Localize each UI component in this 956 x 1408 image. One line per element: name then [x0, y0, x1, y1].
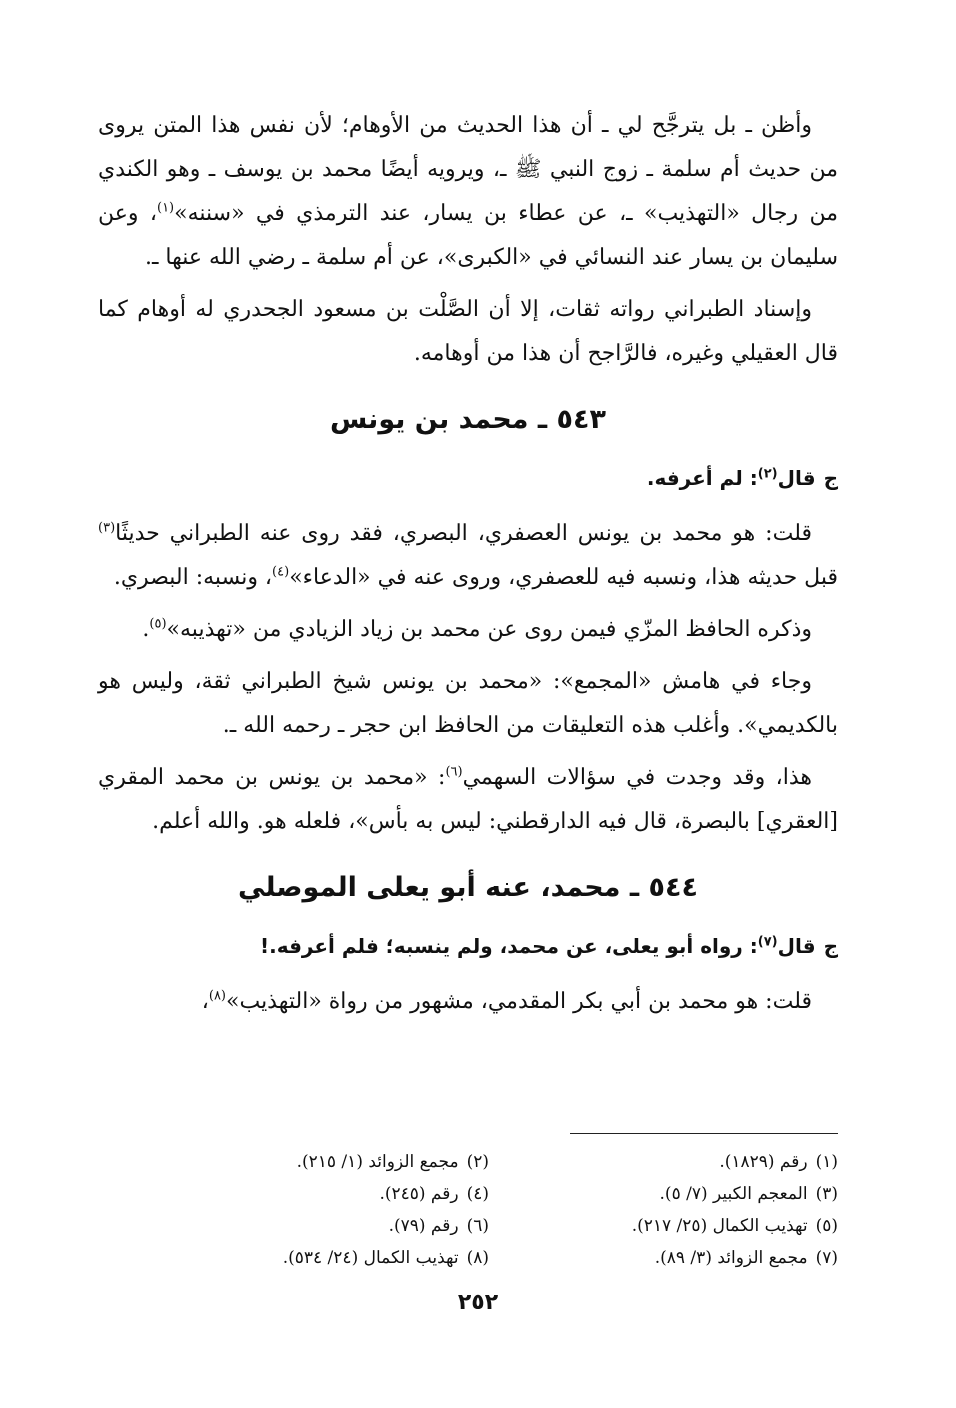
- paragraph-text: قلت: هو محمد بن أبي بكر المقدمي، مشهور من رواة «التهذيب»: [226, 989, 812, 1014]
- quote-marker-icon: ج: [823, 466, 838, 490]
- footnote-text: مجمع الزوائد (٣/ ٨٩).: [654, 1248, 808, 1268]
- quote-line-544: [98, 926, 838, 966]
- paragraph-543-3: وجاء في هامش «المجمع»: «محمد بن يونس شيخ الطبراني ثقة، وليس هو بالكديمي». وأغلب هذه التعليقات من الحافظ ابن حجر ـ رحمه الله ـ.: [98, 669, 838, 738]
- footnote-number: (٣): [815, 1184, 838, 1204]
- quote-marker-icon: ج: [823, 934, 838, 958]
- paragraph-text: قبل حديثه هذا، ونسبه فيه للعصفري، وروى عنه في «الدعاء»: [289, 565, 838, 590]
- paragraph-text: وذكره الحافظ المزّي فيمن روى عن محمد بن زياد الزيادي من «تهذيبه»: [166, 617, 812, 642]
- footnote-text: رقم (١٨٢٩).: [719, 1152, 808, 1172]
- quote-text: : رواه أبو يعلى، عن محمد، ولم ينسبه؛ فلم أعرفه.!: [259, 934, 758, 958]
- footnote-item: [509, 1242, 838, 1274]
- footnote-number: (٦): [466, 1216, 489, 1236]
- paragraph-text: ، ونسبه: البصري.: [113, 565, 273, 590]
- section-heading-543: ٥٤٣ ـ محمد بن يونس: [330, 404, 606, 435]
- footnote-ref[interactable]: (٤): [272, 564, 290, 580]
- paragraph-text: ،: [201, 989, 209, 1014]
- footnote-item: [509, 1210, 838, 1242]
- paragraph-isnad: وإسناد الطبراني رواته ثقات، إلا أن الصَّلْت بن مسعود الجحدري له أوهام كما قال العقيلي وغيره، فالرَّاجح أن هذا من أوهامه.: [98, 297, 838, 366]
- quote-label: قال: [777, 934, 816, 958]
- footnotes: [160, 1146, 838, 1274]
- paragraph-text: هذا، وقد وجدت في سؤالات السهمي: [462, 765, 812, 790]
- footnote-item: [160, 1242, 489, 1274]
- footnote-item: [160, 1178, 489, 1210]
- quote-line-543: [98, 458, 838, 498]
- footnote-item: [160, 1146, 489, 1178]
- page-body: [98, 104, 838, 1032]
- footnote-item: [509, 1178, 838, 1210]
- paragraph-544-1: [98, 980, 838, 1024]
- footnote-number: (٤): [466, 1184, 489, 1204]
- footnote-text: رقم (٢٤٥).: [379, 1184, 459, 1204]
- footnote-ref[interactable]: (١): [156, 200, 175, 216]
- footnote-number: (٥): [815, 1216, 838, 1236]
- footnote-text: مجمع الزوائد (١/ ٢١٥).: [296, 1152, 459, 1172]
- footnote-text: تهذيب الكمال (٢٤/ ٥٣٤).: [282, 1248, 459, 1268]
- quote-label: قال: [777, 466, 816, 490]
- footnote-ref[interactable]: (٢): [757, 466, 778, 482]
- footnote-divider: [570, 1133, 838, 1134]
- footnote-ref[interactable]: (٦): [445, 764, 463, 780]
- footnote-number: (٨): [466, 1248, 489, 1268]
- quote-text: : لم أعرفه.: [646, 466, 758, 490]
- paragraph-text: ، وعن سليمان بن يسار عند النسائي في «الكبرى»، عن أم سلمة ـ رضي الله عنها ـ.: [98, 201, 838, 270]
- footnote-item: [160, 1210, 489, 1242]
- paragraph-543-4: [98, 756, 838, 844]
- footnote-item: [509, 1146, 838, 1178]
- paragraph-text: .: [142, 617, 150, 642]
- paragraph-543-2: [98, 608, 838, 652]
- footnote-ref[interactable]: (٥): [149, 616, 167, 632]
- footnote-ref[interactable]: (٨): [208, 988, 226, 1004]
- paragraph-text: : «محمد بن يونس بن محمد المقري [العقري] بالبصرة، قال فيه الدارقطني: ليس به بأس»، فلعله هو. والله أعلم.: [98, 765, 838, 834]
- footnote-number: (٧): [815, 1248, 838, 1268]
- page-number: ٢٥٢: [457, 1290, 499, 1315]
- paragraph-text: قلت: هو محمد بن يونس العصفري، البصري، فقد روى عنه الطبراني حديثًا: [115, 521, 812, 546]
- footnote-ref[interactable]: (٣): [98, 520, 116, 536]
- footnote-text: تهذيب الكمال (٢٥/ ٢١٧).: [631, 1216, 808, 1236]
- footnote-number: (٢): [466, 1152, 489, 1172]
- paragraph-543-1: [98, 512, 838, 600]
- paragraph-text: وأظن ـ بل يترجَّح لي ـ أن هذا الحديث من الأوهام؛ لأن نفس هذا المتن يروى من حديث أم سلمة ـ زوج النبي ﷺ ـ، ويرويه أيضًا محمد بن يوسف ـ وهو الكندي من رجال «التهذيب» ـ، عن عطاء بن يسار، عند الترمذي في «سننه»: [98, 113, 838, 226]
- paragraph-intro: [98, 104, 838, 280]
- footnote-text: رقم (٧٩).: [388, 1216, 459, 1236]
- footnote-ref[interactable]: (٧): [757, 934, 778, 950]
- footnote-text: المعجم الكبير (٧/ ٥).: [659, 1184, 808, 1204]
- footnote-number: (١): [815, 1152, 838, 1172]
- section-heading-544: ٥٤٤ ـ محمد، عنه أبو يعلى الموصلي: [238, 872, 698, 903]
